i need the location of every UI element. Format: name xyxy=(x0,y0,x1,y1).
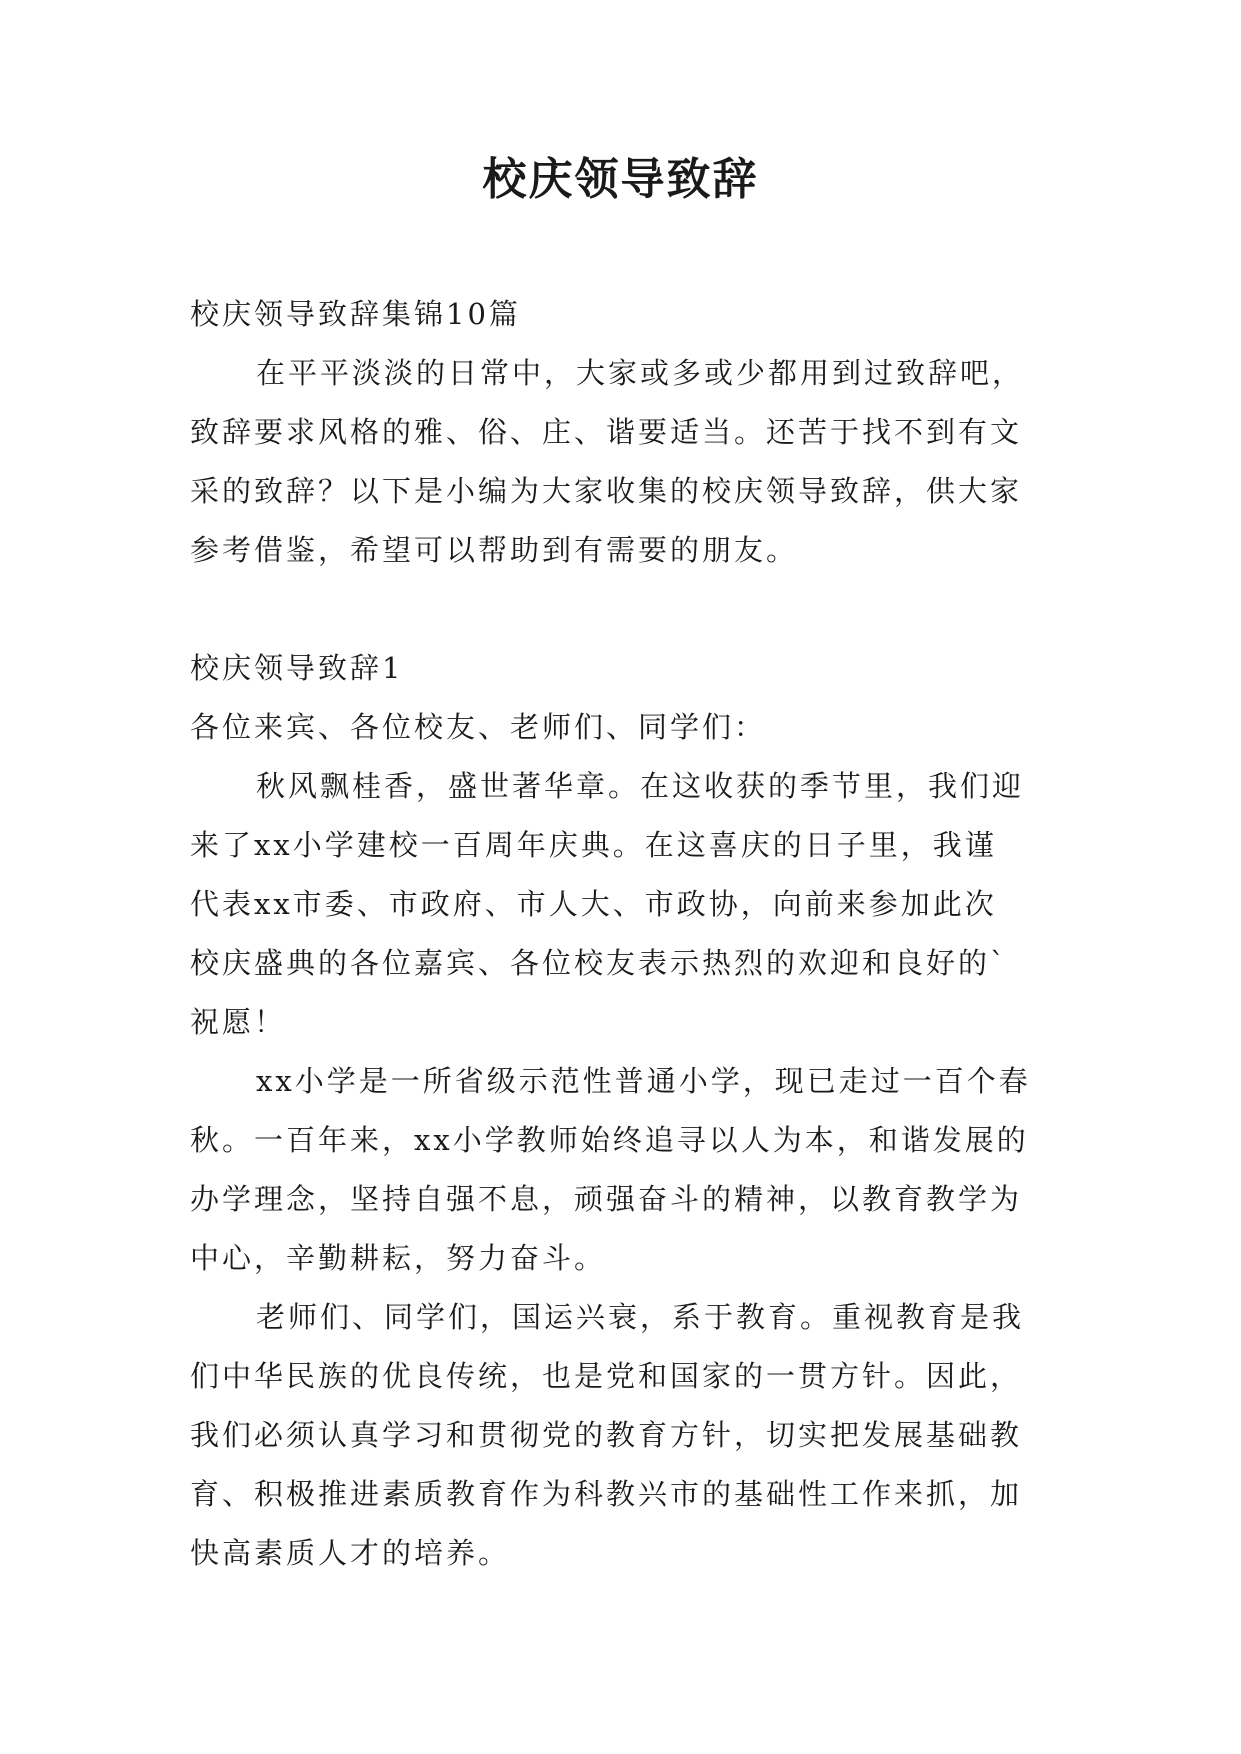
paragraph-line: 快高素质人才的培养。 xyxy=(190,1536,511,1570)
paragraph-line: 秋。一百年来，xx小学教师始终追寻以人为本，和谐发展的 xyxy=(190,1123,1029,1157)
paragraph-line: 来了xx小学建校一百周年庆典。在这喜庆的日子里，我谨 xyxy=(190,828,997,862)
paragraph-line: 办学理念，坚持自强不息，顽强奋斗的精神，以教育教学为 xyxy=(190,1182,1023,1216)
paragraph-line: 中心，辛勤耕耘，努力奋斗。 xyxy=(190,1241,607,1275)
paragraph-line: 秋风飘桂香，盛世著华章。在这收获的季节里，我们迎 xyxy=(256,769,1025,803)
document-title: 校庆领导致辞 xyxy=(482,154,759,205)
paragraph-line: 育、积极推进素质教育作为科教兴市的基础性工作来抓，加 xyxy=(190,1477,1023,1511)
paragraph-line: 们中华民族的优良传统，也是党和国家的一贯方针。因此， xyxy=(190,1359,1023,1393)
section-spacer xyxy=(190,580,1050,639)
paragraph-line: 老师们、同学们，国运兴衰，系于教育。重视教育是我 xyxy=(256,1300,1025,1334)
paragraph-line: 祝愿！ xyxy=(190,1005,287,1039)
paragraph-line: 我们必须认真学习和贯彻党的教育方针，切实把发展基础教 xyxy=(190,1418,1023,1452)
intro-line: 参考借鉴，希望可以帮助到有需要的朋友。 xyxy=(190,533,799,567)
section-heading: 校庆领导致辞1 xyxy=(190,651,404,685)
document-body xyxy=(190,285,1050,1583)
paragraph-line: 校庆盛典的各位嘉宾、各位校友表示热烈的欢迎和良好的` xyxy=(190,946,1008,980)
paragraph-line: xx小学是一所省级示范性普通小学，现已走过一百个春 xyxy=(256,1064,1031,1098)
collection-subtitle: 校庆领导致辞集锦10篇 xyxy=(190,297,521,331)
intro-line: 致辞要求风格的雅、俗、庄、谐要适当。还苦于找不到有文 xyxy=(190,415,1023,449)
intro-line: 在平平淡淡的日常中，大家或多或少都用到过致辞吧， xyxy=(256,356,1025,390)
salutation: 各位来宾、各位校友、老师们、同学们： xyxy=(190,710,767,744)
paragraph-line: 代表xx市委、市政府、市人大、市政协，向前来参加此次 xyxy=(190,887,997,921)
intro-line: 采的致辞？以下是小编为大家收集的校庆领导致辞，供大家 xyxy=(190,474,1023,508)
